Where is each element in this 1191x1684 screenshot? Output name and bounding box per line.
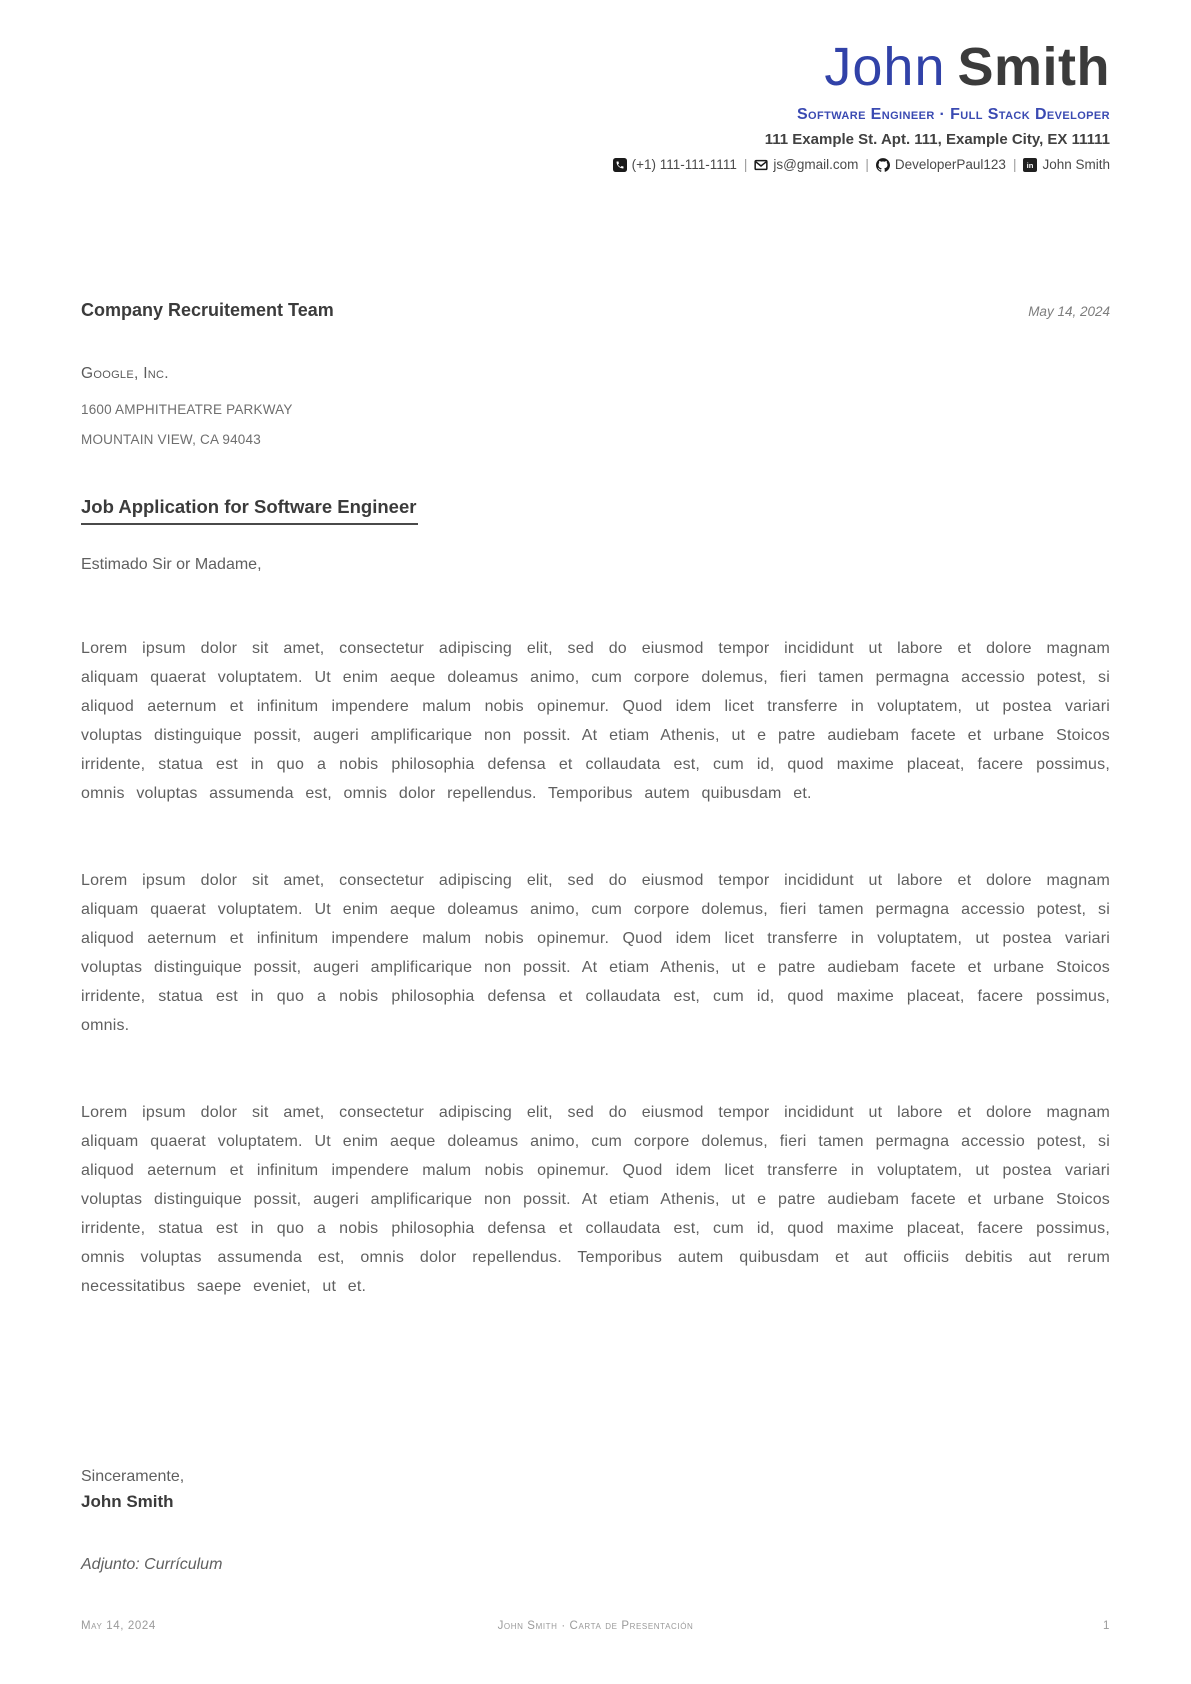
phone-square-icon <box>613 158 627 172</box>
page-footer <box>81 1620 1110 1632</box>
body-paragraph: Lorem ipsum dolor sit amet, consectetur adipiscing elit, sed do eiusmod tempor incididunt ut labore et dolore magnam aliquam quaerat voluptatem. Ut enim aeque doleamus animo, cum corpore dolemus, fieri tamen permagna accessio potest, si aliquod aeternum et infinitum impendere malum nobis opinemur. Quod idem licet transferre in voluptatem, ut postea variari voluptas distinguique possit, augeri amplificarique non possit. At etiam Athenis, ut e patre audiebam facete et urbane Stoicos irridente, statua est in quo a nobis philosophia defensa et collaudata est, cum id, quod maxime placeat, facere possimus, omnis. <box>81 872 1110 1034</box>
salutation: Estimado Sir or Madame, <box>81 556 262 573</box>
phone-number: (+1) 111-111-1111 <box>631 157 737 173</box>
linkedin-name: John Smith <box>1042 157 1110 173</box>
recipient-heading: Company Recruitement Team <box>81 300 334 320</box>
phone-link[interactable] <box>613 157 737 172</box>
envelope-icon <box>754 158 768 172</box>
footer-date: May 14, 2024 <box>81 1620 156 1632</box>
company-name: Google, Inc. <box>81 365 169 382</box>
signature-name: John Smith <box>81 1492 174 1511</box>
footer-page-number: 1 <box>1103 1620 1110 1632</box>
last-name: Smith <box>957 37 1110 97</box>
closing-block <box>81 1468 184 1512</box>
github-link[interactable] <box>876 157 1006 172</box>
letter-body <box>81 634 1110 1301</box>
letter-subject: Job Application for Software Engineer <box>81 496 418 525</box>
contact-row <box>81 157 1110 172</box>
contact-separator: | <box>743 157 748 173</box>
linkedin-link[interactable] <box>1023 157 1110 172</box>
body-paragraph: Lorem ipsum dolor sit amet, consectetur adipiscing elit, sed do eiusmod tempor incididunt ut labore et dolore magnam aliquam quaerat voluptatem. Ut enim aeque doleamus animo, cum corpore dolemus, fieri tamen permagna accessio potest, si aliquod aeternum et infinitum impendere malum nobis opinemur. Quod idem licet transferre in voluptatem, ut postea variari voluptas distinguique possit, augeri amplificarique non possit. At etiam Athenis, ut e patre audiebam facete et urbane Stoicos irridente, statua est in quo a nobis philosophia defensa et collaudata est, cum id, quod maxime placeat, facere possimus, omnis voluptas assumenda est, omnis dolor repellendus. Temporibus autem quibusdam et. <box>81 640 1110 802</box>
first-name: John <box>824 37 946 97</box>
job-tagline: Software Engineer · Full Stack Developer <box>796 106 1110 124</box>
footer-title: John Smith · Carta de Presentación <box>497 1620 694 1632</box>
email-address: js@gmail.com <box>773 157 859 173</box>
enclosure-note: Adjunto: Currículum <box>81 1556 223 1573</box>
github-username: DeveloperPaul123 <box>894 157 1006 173</box>
company-address-line: MOUNTAIN VIEW, CA 94043 <box>81 432 261 447</box>
contact-separator: | <box>1012 157 1017 173</box>
linkedin-icon <box>1023 158 1037 172</box>
recipient-block <box>81 300 1110 455</box>
recipient-row <box>81 300 1110 321</box>
letter-header <box>81 38 1110 172</box>
email-link[interactable] <box>754 157 858 172</box>
person-name <box>81 38 1110 97</box>
closing-word: Sinceramente, <box>81 1468 185 1485</box>
body-paragraph: Lorem ipsum dolor sit amet, consectetur adipiscing elit, sed do eiusmod tempor incididunt ut labore et dolore magnam aliquam quaerat voluptatem. Ut enim aeque doleamus animo, cum corpore dolemus, fieri tamen permagna accessio potest, si aliquod aeternum et infinitum impendere malum nobis opinemur. Quod idem licet transferre in voluptatem, ut postea variari voluptas distinguique possit, augeri amplificarique non possit. At etiam Athenis, ut e patre audiebam facete et urbane Stoicos irridente, statua est in quo a nobis philosophia defensa et collaudata est, cum id, quod maxime placeat, facere possimus, omnis voluptas assumenda est, omnis dolor repellendus. Temporibus autem quibusdam et aut officiis debitis aut rerum necessitatibus saepe eveniet, ut et. <box>81 1104 1110 1295</box>
postal-address: 111 Example St. Apt. 111, Example City, EX 11111 <box>764 131 1110 149</box>
contact-separator: | <box>865 157 869 173</box>
github-icon <box>876 158 890 172</box>
svg-text:in: in <box>1027 161 1034 171</box>
company-address-line: 1600 AMPHITHEATRE PARKWAY <box>81 402 293 417</box>
letter-date: May 14, 2024 <box>1028 304 1110 319</box>
